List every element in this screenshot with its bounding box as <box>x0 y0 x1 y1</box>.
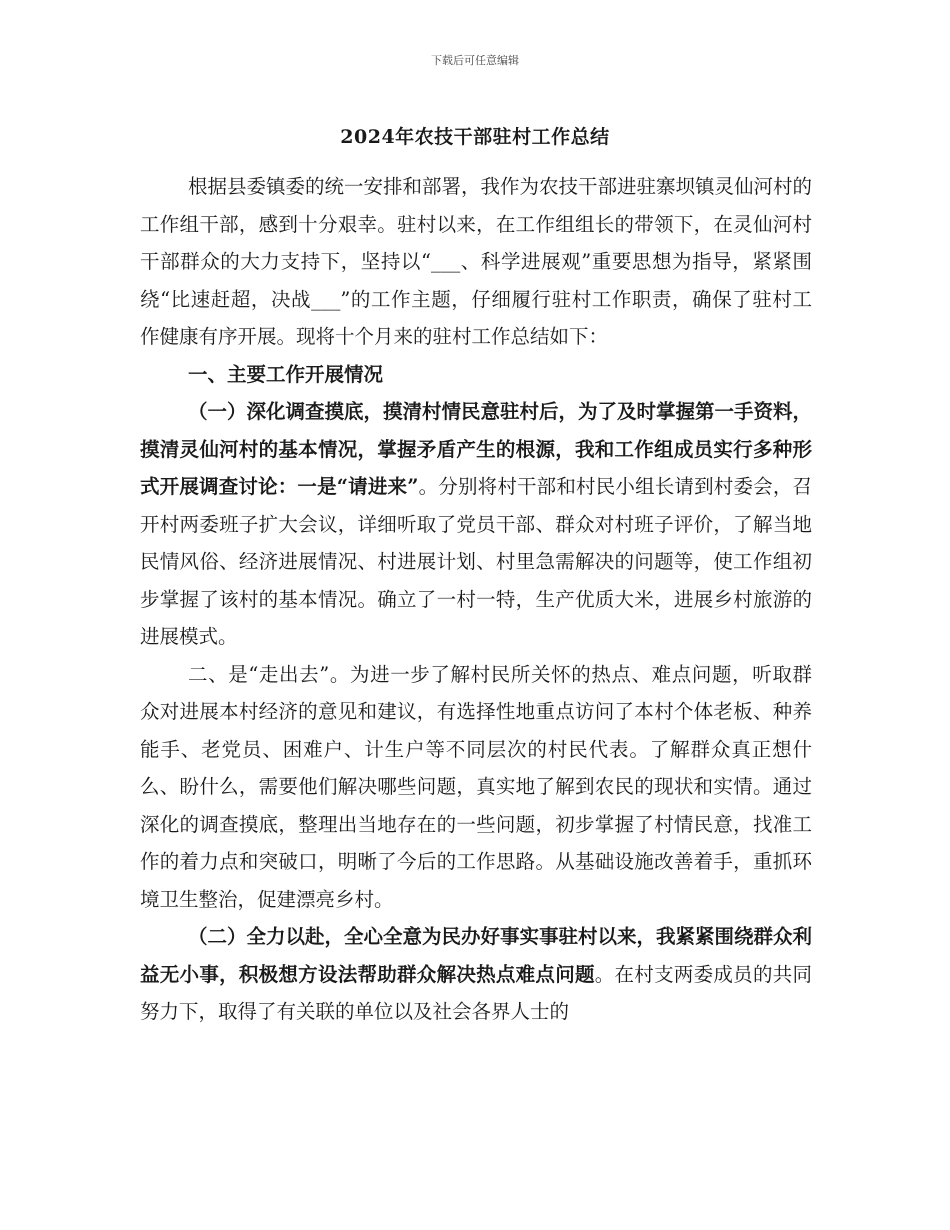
page-header: 下载后可任意编辑 <box>431 54 519 67</box>
paragraph-service-text: 。在村支两委成员的共同努力下，取得了有关联的单位以及社会各界人士的 <box>140 962 812 1023</box>
paragraph-investigation <box>140 393 812 656</box>
document-body <box>140 168 812 1031</box>
document-title: 2024年农技干部驻村工作总结 <box>340 126 610 148</box>
paragraph-service <box>140 918 812 1031</box>
subheading-investigation: （一）深化调查摸底，摸清村情民意驻村后，为了及时掌握第一手资料，摸清灵仙河村的基本情况，掌握矛盾产生的根源，我和工作组成员实行多种形式开展调查讨论：一是“请进来” <box>140 400 813 498</box>
section-heading-1: 一、主要工作开展情况 <box>188 362 384 386</box>
paragraph-investigation-text: 。分别将村干部和村民小组长请到村委会，召开村两委班子扩大会议，详细听取了党员干部、群众对村班子评价，了解当地民情风俗、经济进展情况、村进展计划、村里急需解决的问题等，使工作组初步掌握了该村的基本情况。确立了一村一特，生产优质大米，进展乡村旅游的进展模式。 <box>140 475 812 648</box>
paragraph-intro: 根据县委镇委的统一安排和部署，我作为农技干部进驻寨坝镇灵仙河村的工作组干部，感到十分艰幸。驻村以来，在工作组组长的带领下，在灵仙河村干部群众的大力支持下，坚持以“___、科学进展观”重要思想为指导，紧紧围绕“比速赶超，决战___”的工作主题，仔细履行驻村工作职责，确保了驻村工作健康有序开展。现将十个月来的驻村工作总结如下： <box>140 175 813 348</box>
subheading-service: （二）全力以赴，全心全意为民办好事实事驻村以来，我紧紧围绕群众利益无小事，积极想方设法帮助群众解决热点难点问题 <box>140 925 813 986</box>
paragraph-go-out: 二、是“走出去”。为进一步了解村民所关怀的热点、难点问题，听取群众对进展本村经济的意见和建议，有选择性地重点访问了本村个体老板、种养能手、老党员、困难户、计生户等不同层次的村民代表。了解群众真正想什么、盼什么，需要他们解决哪些问题，真实地了解到农民的现状和实情。通过深化的调查摸底，整理出当地存在的一些问题，初步掌握了村情民意，找准工作的着力点和突破口，明晰了今后的工作思路。从基础设施改善着手，重抓环境卫生整治，促建漂亮乡村。 <box>140 662 812 911</box>
